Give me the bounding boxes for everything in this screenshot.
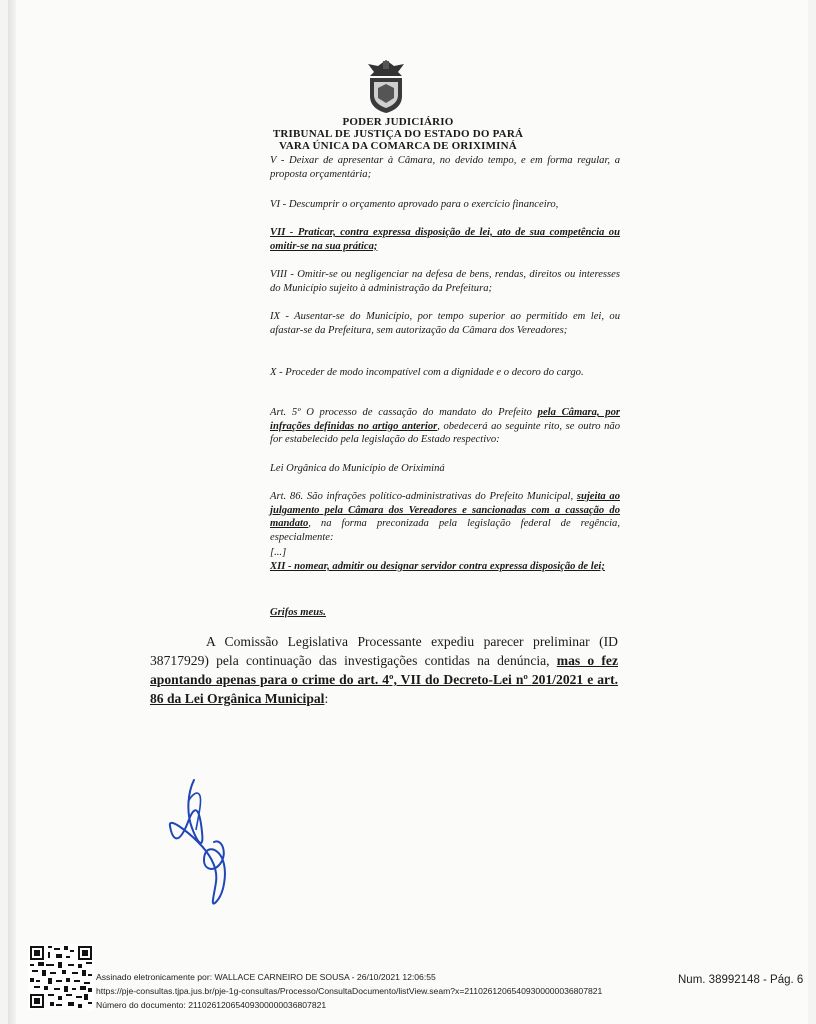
header-line-1: PODER JUDICIÁRIO [342,116,454,128]
art5-text-emphasis: pela Câmara, por infrações definidas no artigo anterior [270,407,620,432]
page-number: Num. 38992148 - Pág. 6 [678,974,804,986]
footer-signed-by: Assinado eletronicamente por: WALLACE CARNEIRO DE SOUSA - 26/10/2021 12:06:55 [96,972,436,982]
qr-code-icon [28,944,94,1010]
footer-url[interactable]: https://pje-consultas.tjpa.jus.br/pje-1g-consultas/Processo/ConsultaDocumento/listView.seam?x=21102612065409300000036807821 [96,986,603,996]
quote-art86 [270,490,620,544]
art5-text-c: , obedecerá ao seguinte rito, se outro não for estabelecido pela legislação do Estado respectivo: [270,420,621,445]
quote-item-vi: VI - Descumprir o orçamento aprovado para o exercício financeiro, [270,199,559,210]
header-line-3: VARA ÚNICA DA COMARCA DE ORIXIMINÁ [279,140,517,152]
body-paragraph [150,632,618,708]
art5-text-a: Art. 5º O processo de cassação do mandato do Prefeito [270,407,538,418]
art86-text-emphasis: sujeita ao julgamento pela Câmara dos Vereadores e sancionadas com a cassação do mandato [270,491,621,529]
quote-item-xii: XII - nomear, admitir ou designar servidor contra expressa disposição de lei; [270,561,605,572]
quote-grifos: Grifos meus. [270,607,326,618]
quote-item-x: X - Proceder de modo incompatível com a dignidade e o decoro do cargo. [270,367,584,378]
body-text-emphasis: mas o fez apontando apenas para o crime do art. 4º, VII do Decreto-Lei nº 201/2021 e art. 86 da Lei Orgânica Municipal [150,653,618,706]
quote-item-ix: IX - Ausentar-se do Município, por tempo superior ao permitido em lei, ou afastar-se da Prefeitura, sem autorização da Câmara dos Vereadores; [270,311,620,336]
document-page [8,0,808,1024]
quote-item-vii: VII - Praticar, contra expressa disposição de lei, ato de sua competência ou omitir-se na sua prática; [270,227,620,252]
quote-art5 [270,406,620,447]
body-text-a: A Comissão Legislativa Processante expediu parecer preliminar (ID 38717929) pela continuação das investigações contidas na denúncia, [150,634,618,668]
quote-item-v: V - Deixar de apresentar à Câmara, no devido tempo, e em forma regular, a proposta orçamentária; [270,155,620,180]
art86-text-c: , na forma preconizada pela legislação federal de regência, especialmente: [270,518,620,543]
footer-document-number: Número do documento: 21102612065409300000036807821 [96,1000,327,1010]
coat-of-arms-icon [364,58,408,114]
page-edge-shadow [8,0,16,1024]
header-line-2: TRIBUNAL DE JUSTIÇA DO ESTADO DO PARÁ [272,128,524,140]
art86-text-a: Art. 86. São infrações político-administrativas do Prefeito Municipal, [270,491,577,502]
quote-ellipsis: [...] [270,547,287,558]
handwritten-signature [158,772,248,912]
quote-lei-organica: Lei Orgânica do Município de Oriximiná [270,463,445,474]
body-text-c: : [324,691,329,706]
quote-item-viii: VIII - Omitir-se ou negligenciar na defesa de bens, rendas, direitos ou interesses do Município sujeito à administração da Prefeitura; [270,269,620,294]
